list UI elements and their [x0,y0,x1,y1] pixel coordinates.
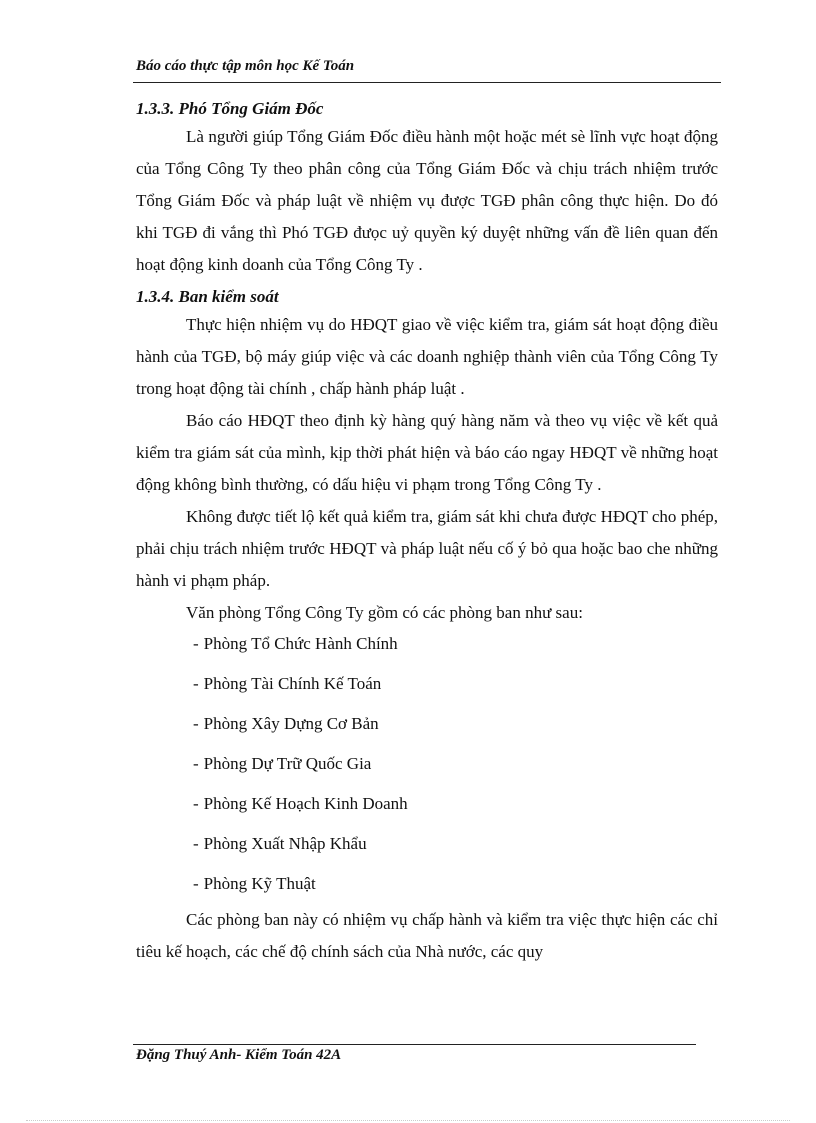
list-item-text: Phòng Kỹ Thuật [203,874,316,893]
running-footer: Đặng Thuý Anh- Kiểm Toán 42A [136,1047,342,1063]
list-bullet: - [193,834,199,853]
paragraph: Thực hiện nhiệm vụ do HĐQT giao về việc kiểm tra, giám sát hoạt động điều hành của TGĐ, bộ máy giúp việc và các doanh nghiệp thành viên của Tổng Công Ty trong hoạt động tài chính , chấp hành pháp luật . [136,315,718,398]
page-body [136,97,718,968]
list-item [136,634,718,654]
section-heading-pho-tong-giam-doc: 1.3.3. Phó Tổng Giám Đốc [136,99,324,118]
list-item [136,754,718,774]
list-item-text: Phòng Xuất Nhập Khẩu [203,834,367,853]
page-edge [26,1120,790,1121]
department-list [136,634,718,894]
paragraph-list-intro: Văn phòng Tổng Công Ty gồm có các phòng ban như sau: [186,603,583,622]
list-item-text: Phòng Xây Dựng Cơ Bản [203,714,379,733]
paragraph: Báo cáo HĐQT theo định kỳ hàng quý hàng năm và theo vụ việc về kết quả kiểm tra giám sát của mình, kịp thời phát hiện và báo cáo ngay HĐQT về những hoạt động không bình thường, có dấu hiệu vi phạm trong Tổng Công Ty . [136,411,718,494]
list-bullet: - [193,674,199,693]
running-header: Báo cáo thực tập môn học Kế Toán [136,58,355,74]
closing-paragraph: Các phòng ban này có nhiệm vụ chấp hành và kiểm tra việc thực hiện các chỉ tiêu kế hoạch, các chế độ chính sách của Nhà nước, các quy [136,910,718,961]
footer-divider [133,1044,696,1045]
paragraph: Là người giúp Tổng Giám Đốc điều hành một hoặc mét sè lĩnh vực hoạt động của Tổng Công Ty theo phân công của Tổng Giám Đốc và chịu trách nhiệm trước Tổng Giám Đốc và pháp luật về nhiệm vụ được TGĐ phân công thực hiện. Do đó khi TGĐ đi vắng thì Phó TGĐ đưọc uỷ quyền ký duyệt những vấn đề liên quan đến hoạt động kinh doanh của Tổng Công Ty . [136,127,718,274]
list-bullet: - [193,754,199,773]
list-item-text: Phòng Dự Trữ Quốc Gia [203,754,372,773]
list-item [136,874,718,894]
list-item-text: Phòng Kế Hoạch Kinh Doanh [203,794,408,813]
section-heading-ban-kiem-soat: 1.3.4. Ban kiểm soát [136,287,279,306]
list-bullet: - [193,634,199,653]
list-item [136,794,718,814]
list-item [136,834,718,854]
list-item [136,714,718,734]
list-item-text: Phòng Tài Chính Kế Toán [203,674,382,693]
header-divider [133,82,721,83]
list-item [136,674,718,694]
list-bullet: - [193,794,199,813]
paragraph: Không được tiết lộ kết quả kiểm tra, giám sát khi chưa được HĐQT cho phép, phải chịu trách nhiệm trước HĐQT và pháp luật nếu cố ý bỏ qua hoặc bao che những hành vi phạm pháp. [136,507,718,590]
list-bullet: - [193,714,199,733]
list-bullet: - [193,874,199,893]
list-item-text: Phòng Tổ Chức Hành Chính [203,634,398,653]
